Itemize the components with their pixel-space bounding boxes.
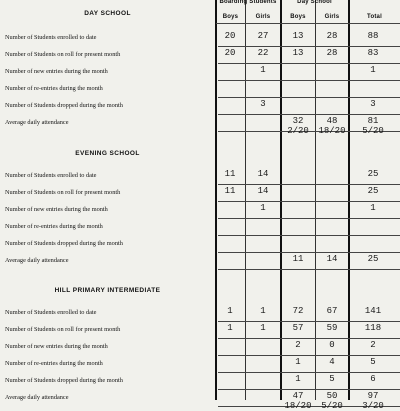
boarding-students-header: Boarding Students [219,0,277,5]
col-header-girls: Girls [324,14,340,20]
table-row [0,98,400,115]
cell-d-boys: 57 [292,323,304,333]
cell-b-boys: 1 [227,306,233,316]
row-label: Number of Students dropped during the month [5,240,123,247]
table-row [0,30,400,47]
row-label: Number of Students on roll for present month [5,189,121,196]
cell-b-boys: 11 [224,186,236,196]
cell-total: 25 [367,169,379,179]
cell-d-girls: 59 [326,323,338,333]
cell-d-boys: 13 [292,31,304,41]
cell-d-girls: 5 [329,374,335,384]
cell-b-girls: 1 [260,203,266,213]
cell-total: 83 [367,48,379,58]
cell-d-girls: 50 5/20 [321,391,343,411]
row-label: Number of Students enrolled to date [5,172,97,179]
cell-d-girls: 0 [329,340,335,350]
cell-b-boys: 11 [224,169,236,179]
cell-b-girls: 3 [260,99,266,109]
row-label: Number of Students on roll for present month [5,326,121,333]
cell-total: 88 [367,31,379,41]
table-row [0,202,400,219]
cell-d-girls: 4 [329,357,335,367]
cell-d-girls: 67 [326,306,338,316]
cell-total: 3 [370,99,376,109]
cell-d-girls: 28 [326,31,338,41]
row-label: Number of Students enrolled to date [5,34,97,41]
cell-d-boys: 1 [295,374,301,384]
cell-total: 6 [370,374,376,384]
cell-d-girls: 28 [326,48,338,58]
col-header-girls: Girls [255,14,271,20]
cell-d-boys: 11 [292,254,304,264]
table-row [0,219,400,236]
row-label: Number of Students dropped during the month [5,377,123,384]
cell-b-girls: 1 [260,65,266,75]
row-label: Number of re-entries during the month [5,360,103,367]
cell-d-boys: 13 [292,48,304,58]
table-row [0,305,400,322]
cell-b-girls: 22 [257,48,269,58]
col-header-total: Total [367,14,382,20]
cell-total: 25 [367,186,379,196]
table-row [0,64,400,81]
section-title: EVENING SCHOOL [75,150,140,157]
section-title: DAY SCHOOL [84,10,131,17]
header-rule [216,23,400,24]
cell-b-boys: 20 [224,31,236,41]
col-header-boys: Boys [222,14,239,20]
day-school-header: Day School [297,0,332,5]
cell-total: 25 [367,254,379,264]
cell-d-girls: 48 18/20 [318,116,346,136]
row-label: Number of new entries during the month [5,343,108,350]
row-label: Average daily attendance [5,394,69,401]
row-label: Number of Students enrolled to date [5,309,97,316]
cell-d-boys: 72 [292,306,304,316]
row-label: Number of Students on roll for present month [5,51,121,58]
cell-total: 81 5/20 [362,116,384,136]
row-label: Number of re-entries during the month [5,223,103,230]
cell-d-boys: 2 [295,340,301,350]
row-rule [218,269,400,270]
cell-b-girls: 27 [257,31,269,41]
cell-total: 5 [370,357,376,367]
cell-d-girls: 14 [326,254,338,264]
row-label: Average daily attendance [5,119,69,126]
row-label: Number of Students dropped during the month [5,102,123,109]
cell-b-boys: 20 [224,48,236,58]
cell-b-boys: 1 [227,323,233,333]
cell-d-boys: 32 2/20 [287,116,309,136]
table-row [0,390,400,411]
table-row [0,339,400,356]
row-label: Number of re-entries during the month [5,85,103,92]
table-row [0,236,400,253]
row-label: Number of new entries during the month [5,206,108,213]
table-row [0,356,400,373]
row-label: Average daily attendance [5,257,69,264]
cell-b-girls: 14 [257,186,269,196]
table-row [0,322,400,339]
table-row [0,47,400,64]
cell-total: 1 [370,203,376,213]
cell-total: 1 [370,65,376,75]
cell-total: 2 [370,340,376,350]
table-row [0,185,400,202]
table-row [0,373,400,390]
table-row [0,115,400,136]
row-label: Number of new entries during the month [5,68,108,75]
table-row [0,253,400,270]
table-row [0,168,400,185]
cell-b-girls: 1 [260,323,266,333]
cell-d-boys: 1 [295,357,301,367]
cell-d-boys: 47 18/20 [284,391,312,411]
cell-b-girls: 1 [260,306,266,316]
cell-total: 141 [364,306,382,316]
section-title: HILL PRIMARY INTERMEDIATE [54,287,161,294]
cell-b-girls: 14 [257,169,269,179]
cell-total: 97 3/20 [362,391,384,411]
cell-total: 118 [364,323,382,333]
col-header-boys: Boys [290,14,306,20]
table-row [0,81,400,98]
